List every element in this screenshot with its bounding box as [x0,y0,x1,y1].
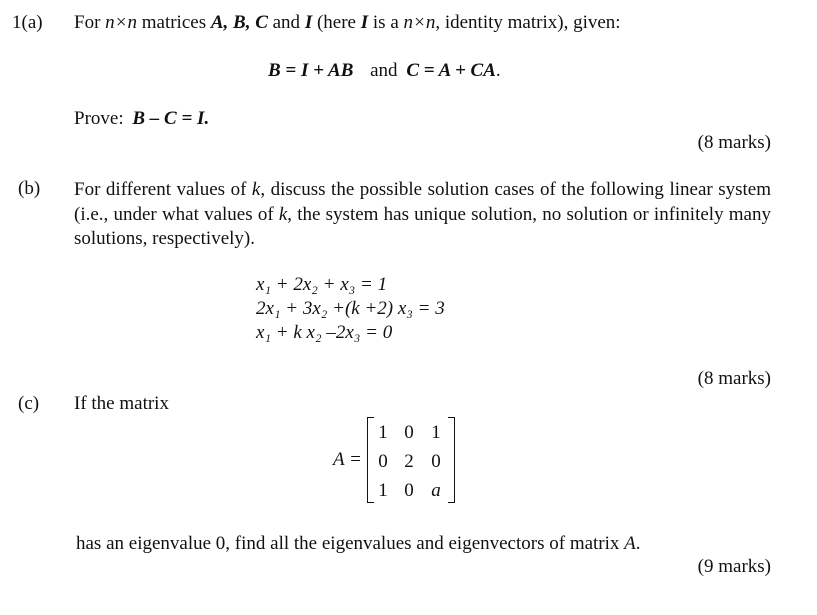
matrix-cell: 2 [404,451,414,472]
matrix-cell: 0 [378,451,388,472]
matrix-cell: 1 [378,480,388,501]
matrix-cell: 0 [404,422,414,443]
system-equation-2: 2x₁ + 3x₂ +(k +2) x₃ = 3 [256,298,445,319]
intro-identity: I [304,12,313,33]
matrix-cell: 1 [431,422,441,443]
para-text: , discuss the possible solution cases of the following linear system (i.e., under what values of [74,179,771,225]
question-1a-intro [74,12,621,35]
closing-matrix-name: A [624,533,636,554]
prove-statement [74,108,209,131]
intro-text: , identity matrix), given: [435,12,621,33]
matrix-right-bracket [448,417,455,503]
question-label-c: (c) [18,393,40,414]
given-and: and [370,60,398,81]
given-equation-b: B = I + AB [268,60,354,81]
given-equation-c: C = A + CA [406,60,496,81]
intro-text: is a [368,12,404,33]
question-c-intro: If the matrix [74,393,169,414]
marks-c: (9 marks) [697,556,771,577]
intro-nxn: n×n [403,12,436,33]
intro-text: and [267,12,305,33]
intro-text: (here [312,12,361,33]
para-k: k [251,179,261,200]
question-c-closing [76,533,641,556]
intro-identity: I [360,12,369,33]
intro-text: matrices [136,12,211,33]
matrix-lhs: A = [333,449,362,470]
question-label-b: (b) [18,178,41,199]
given-equations [268,60,501,83]
prove-label: Prove: [74,108,124,129]
para-k: k [278,203,288,225]
intro-matrices: A, B, C [210,12,268,33]
para-text: For different values of [74,179,252,200]
intro-nxn: n×n [105,12,137,33]
marks-b: (8 marks) [697,368,771,389]
matrix-cell: 1 [378,422,388,443]
closing-text: has an eigenvalue 0, find all the eigenvalues and eigenvectors of matrix [76,533,625,554]
matrix-cell: a [431,480,441,501]
para-text: , the system has unique solution, no solution or infinitely many solutions, respectively). [74,203,771,249]
closing-period: . [635,533,641,554]
prove-equation: B – C = I [132,108,205,129]
matrix-a [367,417,455,501]
system-equation-3: x₁ + k x₂ –2x₃ = 0 [256,322,393,343]
question-label-1a: 1(a) [12,12,43,33]
intro-text: For [74,12,106,33]
question-b-paragraph [74,178,771,252]
system-equation-1: x₁ + 2x₂ + x₃ = 1 [256,274,388,295]
matrix-cell: 0 [404,480,414,501]
given-period: . [495,60,501,81]
matrix-cell: 0 [431,451,441,472]
marks-1a: (8 marks) [697,132,771,153]
prove-period: . [204,108,210,129]
